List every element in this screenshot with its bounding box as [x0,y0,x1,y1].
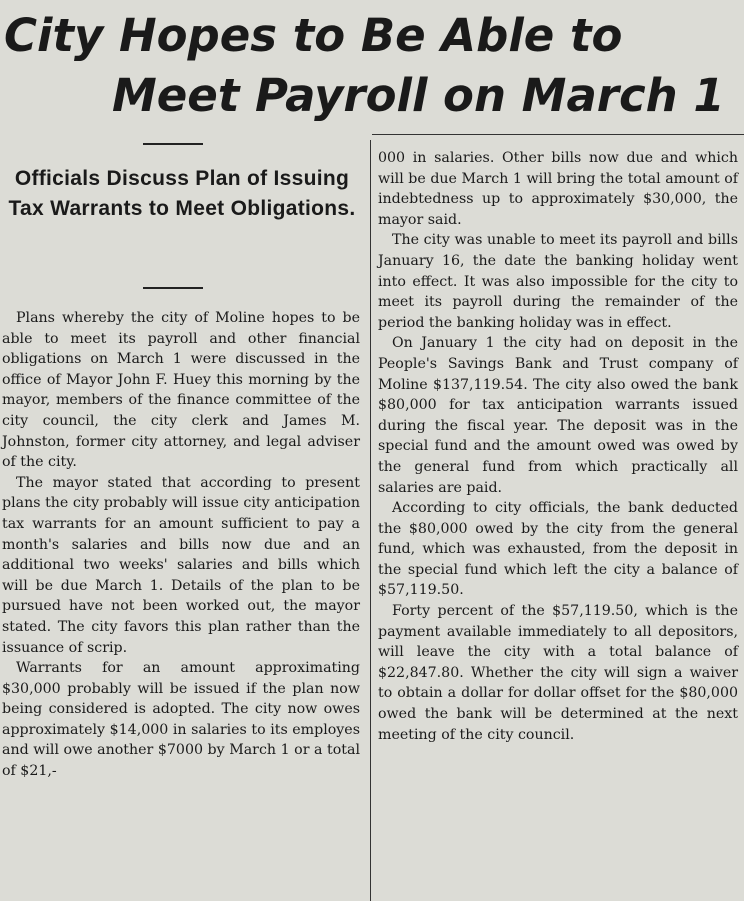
column-divider [370,140,371,901]
subheadline: Officials Discuss Plan of Issuing Tax Warrants to Meet Obligations. [8,167,356,220]
paragraph: On January 1 the city had on deposit in the People's Savings Bank and Trust company of Moline $137,119.54. The city also owed the bank $80,000 for tax anticipation warrants issued during the fiscal year. The deposit was in the special fund and the amount owed was owed by the general fund from which practically all salaries are paid. [378,335,738,496]
headline-line-1: City Hopes to Be Able to [4,9,623,62]
divider-dash [143,287,203,289]
divider-dash [143,143,203,145]
left-body [2,308,360,782]
paragraph: Warrants for an amount approximating $30,000 probably will be issued if the plan now being considered is adopted. The city now owes approximately $14,000 in salaries to its employes and will owe another $7000 by March 1 or a total of $21,- [2,660,360,780]
left-column [0,140,366,901]
paragraph: The mayor stated that according to present plans the city probably will issue city anticipation tax warrants for an amount sufficient to pay a month's salaries and bills now due and an additional two weeks' salaries and bills which will be due March 1. Details of the plan to be pursued have not been worked out, the mayor stated. The city favors this plan rather than the issuance of scrip. [2,474,360,656]
paragraph: According to city officials, the bank deducted the $80,000 owed by the city from the general fund, which was exhausted, from the deposit in the special fund which left the city a balance of $57,119.50. [378,500,738,599]
headline-line-2: Meet Payroll on March 1 [112,69,725,122]
right-body [378,148,738,745]
paragraph: The city was unable to meet its payroll and bills January 16, the date the banking holiday went into effect. It was also impossible for the city to meet its payroll during the remainder of the period the banking holiday was in effect. [378,232,738,331]
right-column [376,140,740,901]
column-top-rule [372,134,744,135]
continued-paragraph: 000 in salaries. Other bills now due and which will be due March 1 will bring the total amount of indebtedness up to approximately $30,000, the mayor said. [378,150,738,228]
paragraph: Forty percent of the $57,119.50, which is the payment available immediately to all depositors, will leave the city with a total balance of $22,847.80. Whether the city will sign a waiver to obtain a dollar for dollar offset for the $80,000 owed the bank will be determined at the next meeting of the city council. [378,603,738,743]
paragraph: Plans whereby the city of Moline hopes to be able to meet its payroll and other financial obligations on March 1 were discussed in the office of Mayor John F. Huey this morning by the mayor, members of the finance committee of the city council, the city clerk and James M. Johnston, former city attorney, and legal adviser of the city. [2,310,360,471]
